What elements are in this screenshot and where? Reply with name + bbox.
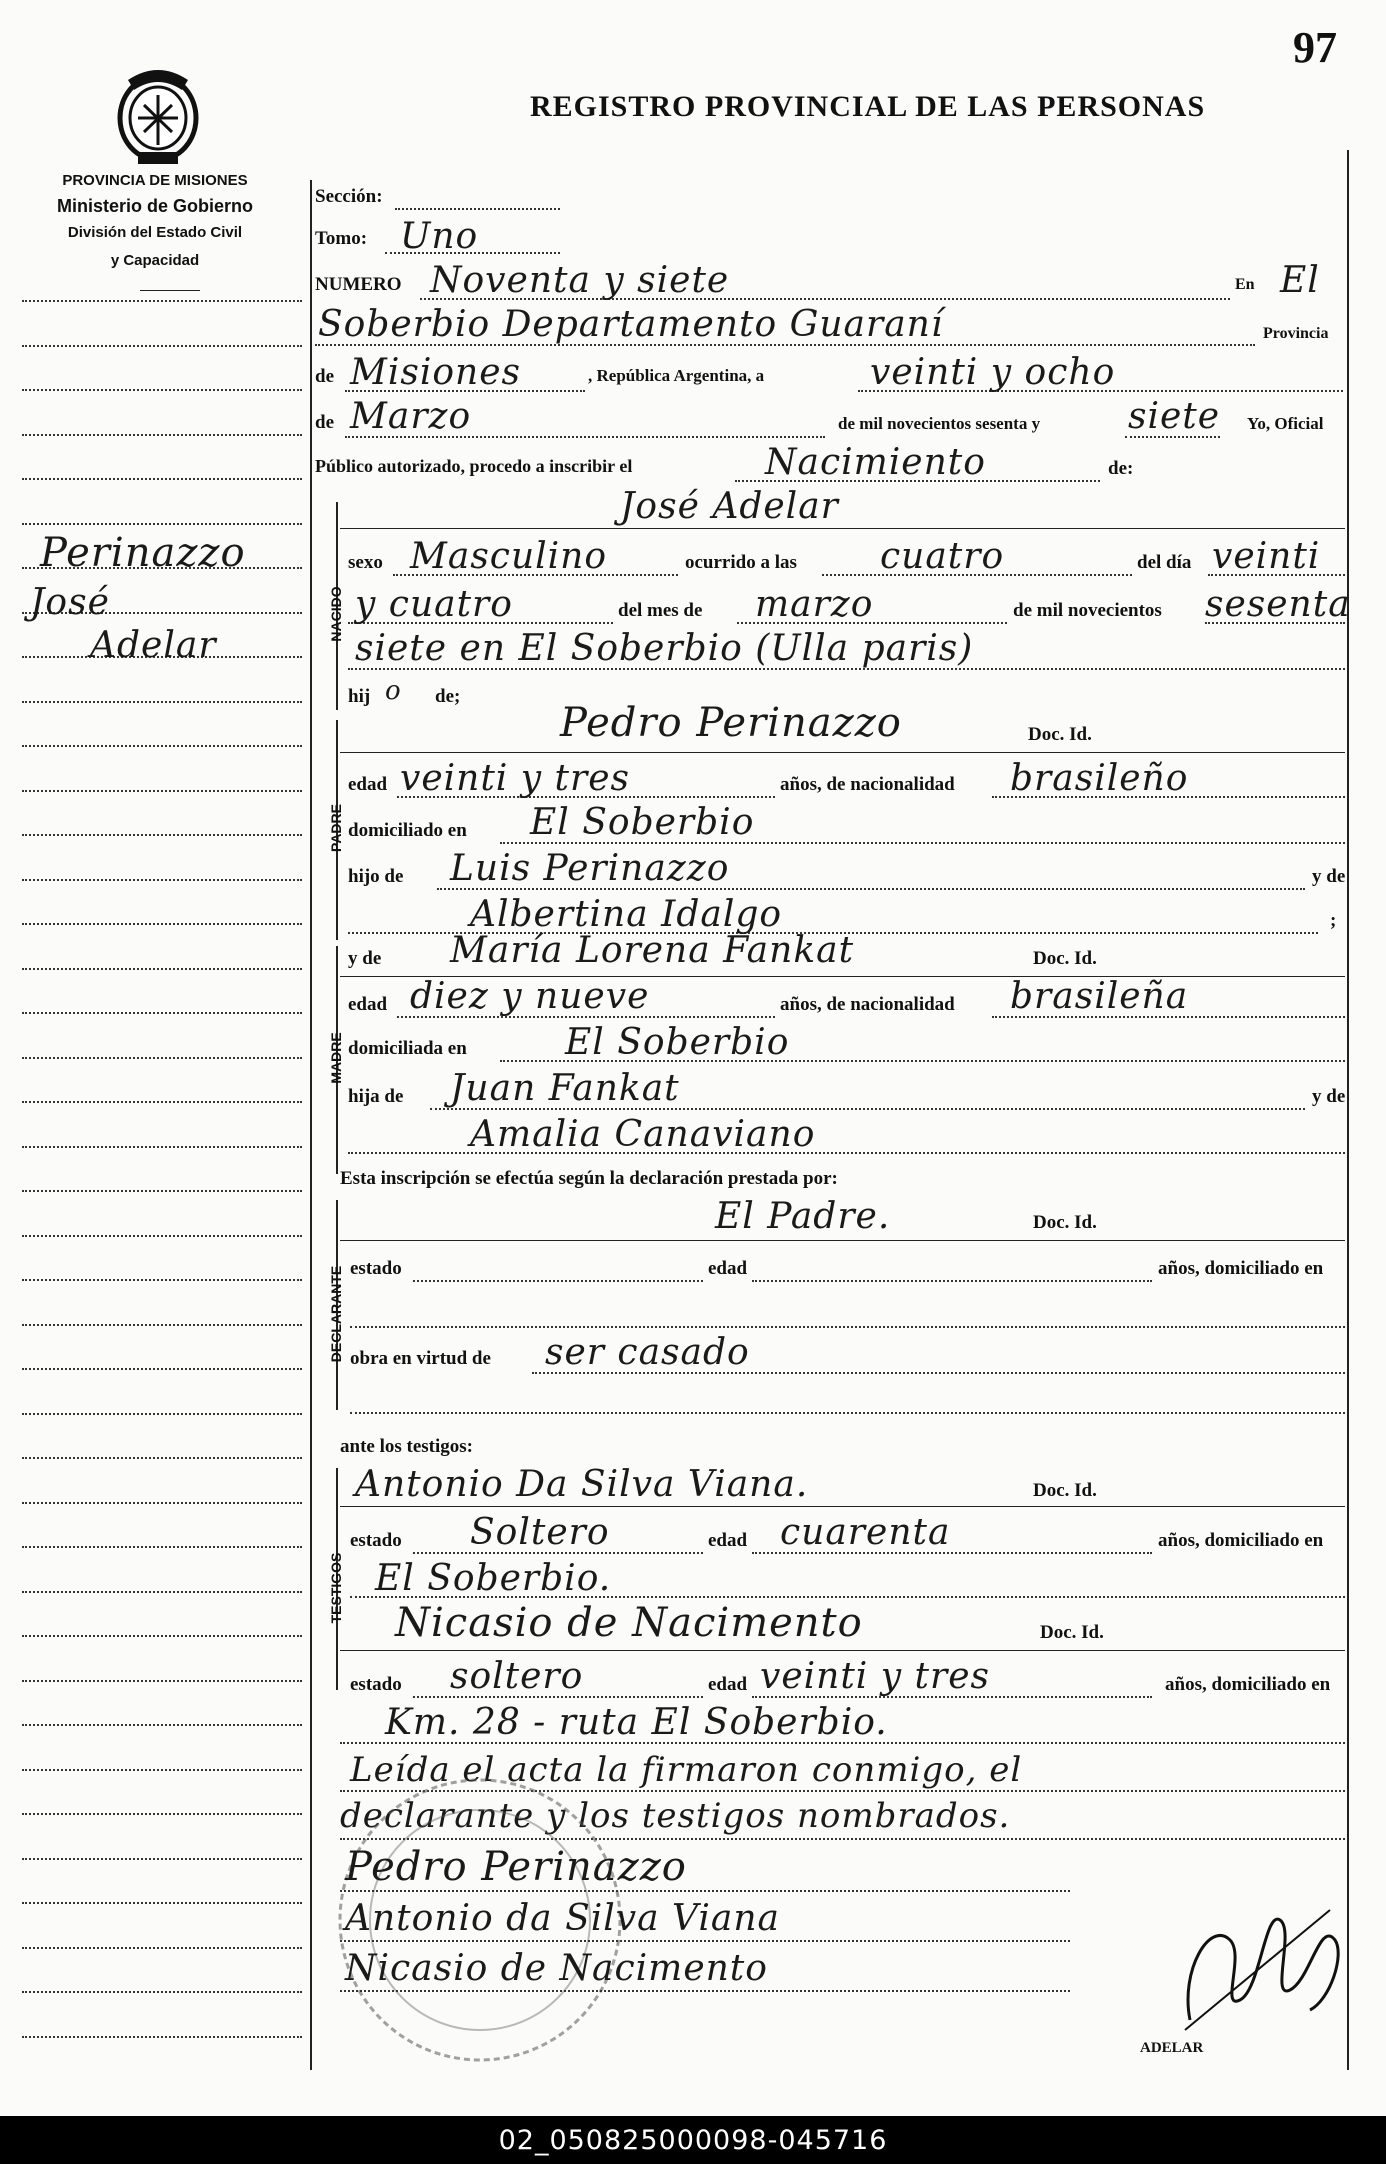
margin-rule: [22, 1680, 302, 1682]
anio-nac-value: sesenta: [1205, 584, 1351, 625]
madre-edad-value: diez y nueve: [410, 976, 650, 1017]
obra-line-2: [350, 1412, 1345, 1414]
margin-rule: [22, 1279, 302, 1281]
del-mes-label: del mes de: [618, 600, 703, 621]
anio-value: siete: [1128, 396, 1221, 437]
signature-line-2: [340, 1940, 1070, 1942]
mes-nac-value: marzo: [755, 584, 874, 625]
padre-nacionalidad-value: brasileño: [1010, 758, 1189, 799]
province-label: PROVINCIA DE MISIONES: [62, 172, 248, 189]
margin-rule: [22, 1724, 302, 1726]
signature-line-1: [340, 1890, 1070, 1892]
madre-padre-value: Juan Fankat: [450, 1068, 680, 1109]
declaracion-label: Esta inscripción se efectúa según la declaración prestada por:: [340, 1168, 838, 1189]
margin-rule: [22, 1368, 302, 1370]
madre-madre-value: Amalia Canaviano: [470, 1114, 816, 1155]
fecha-dia-value: veinti y ocho: [870, 352, 1116, 393]
signature-line-3: [340, 1990, 1070, 1992]
testigo1-nombre-value: Antonio Da Silva Viana.: [355, 1464, 809, 1505]
de-label-2: de: [315, 412, 334, 433]
testigo2-estado-value: soltero: [450, 1656, 584, 1697]
del-dia-label: del día: [1137, 552, 1192, 573]
madre-hija-label: hija de: [348, 1086, 404, 1107]
margin-rule: [22, 968, 302, 970]
margin-rule: [22, 1101, 302, 1103]
mil-novecientos-label: de mil novecientos sesenta y: [838, 414, 1041, 433]
padre-nombre-value: Pedro Perinazzo: [560, 700, 902, 746]
margin-note-first-name: José: [30, 582, 110, 623]
obra-value: ser casado: [545, 1332, 750, 1373]
testigo1-domicilio-value: El Soberbio.: [375, 1558, 612, 1599]
margin-rule: [22, 1324, 302, 1326]
seccion-label: Sección:: [315, 186, 383, 207]
testigo1-domicilio-label: años, domiciliado en: [1158, 1530, 1324, 1551]
testigos-label: ante los testigos:: [340, 1436, 473, 1457]
testigo2-domicilio-label: años, domiciliado en: [1165, 1674, 1331, 1695]
testigo2-line: [340, 1650, 1345, 1651]
padre-domicilio-value: El Soberbio: [530, 802, 755, 843]
tomo-value: Uno: [400, 216, 479, 257]
padre-domicilio-label: domiciliado en: [348, 820, 467, 841]
official-name-stamp: ADELAR: [1140, 2040, 1204, 2056]
nombre-value: José Adelar: [620, 486, 839, 527]
margin-rule: [22, 1546, 302, 1548]
official-signature-flourish: [1170, 1880, 1350, 2050]
margin-rule: [22, 434, 302, 436]
testigo1-edad-label: edad: [708, 1530, 748, 1551]
testigo2-edad-label: edad: [708, 1674, 748, 1695]
margin-rule: [22, 478, 302, 480]
padre-madre-value: Albertina Idalgo: [470, 894, 783, 935]
margin-rule: [22, 1902, 302, 1904]
sexo-value: Masculino: [410, 536, 608, 577]
padre-padre-value: Luis Perinazzo: [450, 848, 730, 889]
seccion-line: [395, 208, 560, 210]
signature-nicasio: Nicasio de Nacimento: [345, 1948, 768, 1989]
page-number: 97: [1293, 23, 1337, 72]
margin-rule: [22, 1858, 302, 1860]
signature-antonio: Antonio da Silva Viana: [345, 1898, 781, 1939]
madre-doc-label: Doc. Id.: [1033, 948, 1097, 969]
de-colon-label: de:: [1108, 458, 1134, 479]
de-label-1: de: [315, 366, 334, 387]
margin-rule: [22, 1235, 302, 1237]
madre-nacionalidad-label: años, de nacionalidad: [780, 994, 955, 1015]
margin-rule: [22, 1769, 302, 1771]
declarante-edad-line: [752, 1280, 1152, 1282]
en-label: En: [1235, 276, 1255, 293]
lugar-value: Soberbio Departamento Guaraní: [318, 304, 944, 345]
acto-value: Nacimiento: [765, 442, 986, 483]
header-divider: [140, 290, 200, 291]
nacido-side-label: NACIDO: [328, 586, 344, 642]
margin-rule: [22, 879, 302, 881]
margin-rule: [22, 701, 302, 703]
margin-rule: [22, 1146, 302, 1148]
column-separator: [310, 180, 312, 2070]
cierre-text-2: declarante y los testigos nombrados.: [340, 1796, 1011, 1836]
mes-value: Marzo: [350, 396, 472, 437]
margin-rule: [22, 834, 302, 836]
testigo1-edad-value: cuarenta: [780, 1512, 951, 1553]
padre-semicolon: ;: [1330, 910, 1337, 931]
lugar-nac-value: siete en El Soberbio (Ulla paris): [355, 628, 974, 669]
testigos-side-label: TESTIGOS: [328, 1552, 344, 1624]
padre-edad-value: veinti y tres: [400, 758, 631, 799]
capacity-label: y Capacidad: [110, 252, 200, 269]
declarante-domicilio-label: años, domiciliado en: [1158, 1258, 1324, 1279]
margin-rule: [22, 790, 302, 792]
testigo1-estado-label: estado: [350, 1530, 402, 1551]
de-semicolon-label: de;: [435, 686, 461, 707]
margin-rule: [22, 1457, 302, 1459]
testigo1-estado-value: Soltero: [470, 1512, 610, 1553]
padre-nombre-line: [340, 752, 1345, 753]
margin-rule: [22, 1947, 302, 1949]
madre-edad-label: edad: [348, 994, 388, 1015]
padre-edad-label: edad: [348, 774, 388, 795]
madre-domicilio-value: El Soberbio: [565, 1022, 790, 1063]
declarante-domicilio-line: [350, 1326, 1345, 1328]
ministry-label: Ministerio de Gobierno: [56, 196, 253, 216]
margin-rule: [22, 1591, 302, 1593]
sexo-label: sexo: [348, 552, 383, 573]
margin-rule: [22, 1012, 302, 1014]
padre-hijo-label: hijo de: [348, 866, 404, 887]
numero-value: Noventa y siete: [430, 260, 730, 301]
margin-rule: [22, 2036, 302, 2038]
margin-rule: [22, 300, 302, 302]
en-value: El: [1280, 260, 1320, 301]
margin-rule: [22, 1635, 302, 1637]
testigo2-edad-value: veinti y tres: [760, 1656, 991, 1697]
numero-label: NUMERO: [315, 274, 402, 295]
madre-nombre-value: María Lorena Fankat: [450, 930, 855, 971]
tomo-label: Tomo:: [315, 228, 368, 249]
madre-nacionalidad-value: brasileña: [1010, 976, 1189, 1017]
ocurrido-label: ocurrido a las: [685, 552, 797, 573]
margin-rule: [22, 389, 302, 391]
cierre-text-1: Leída el acta la firmaron conmigo, el: [350, 1750, 1023, 1790]
provincia-value: Misiones: [350, 352, 522, 393]
yo-oficial-label: Yo, Oficial: [1247, 414, 1324, 433]
nombre-line: [340, 528, 1345, 529]
testigo2-doc-label: Doc. Id.: [1040, 1622, 1104, 1643]
document-title: REGISTRO PROVINCIAL DE LAS PERSONAS: [530, 90, 1206, 123]
margin-rule: [22, 1190, 302, 1192]
madre-y-de-2-label: y de: [1312, 1086, 1346, 1107]
division-label: División del Estado Civil: [67, 224, 243, 241]
testigo2-domicilio-value: Km. 28 - ruta El Soberbio.: [385, 1702, 888, 1743]
margin-rule: [22, 1991, 302, 1993]
margin-rule: [22, 1057, 302, 1059]
margin-rule: [22, 745, 302, 747]
declarante-value: El Padre.: [715, 1196, 891, 1237]
margin-rule: [22, 523, 302, 525]
testigo1-doc-label: Doc. Id.: [1033, 1480, 1097, 1501]
margin-rule: [22, 1813, 302, 1815]
testigo2-nombre-value: Nicasio de Nacimento: [395, 1600, 863, 1646]
padre-doc-label: Doc. Id.: [1028, 724, 1092, 745]
dia2-value: y cuatro: [355, 584, 513, 625]
padre-nacionalidad-label: años, de nacionalidad: [780, 774, 955, 795]
margin-note-surname: Perinazzo: [40, 530, 246, 576]
margin-note-second-name: Adelar: [90, 625, 217, 666]
padre-side-label: PADRE: [328, 804, 344, 852]
obra-label: obra en virtud de: [350, 1348, 491, 1369]
declarante-line: [340, 1240, 1345, 1241]
republica-label: , República Argentina, a: [588, 366, 765, 385]
dia-value: veinti: [1212, 536, 1321, 577]
signature-pedro: Pedro Perinazzo: [345, 1844, 687, 1890]
provincia-label: Provincia: [1263, 325, 1329, 342]
margin-rule: [22, 345, 302, 347]
coat-of-arms-emblem: [108, 60, 208, 168]
declarante-estado-line: [413, 1280, 703, 1282]
declarante-estado-label: estado: [350, 1258, 402, 1279]
right-border: [1347, 150, 1349, 2070]
margin-rule: [22, 923, 302, 925]
testigo1-line: [340, 1506, 1345, 1507]
mil-novecientos2-label: de mil novecientos: [1013, 600, 1162, 621]
publico-label: Público autorizado, procedo a inscribir el: [315, 456, 633, 476]
madre-y-de-label: y de: [348, 948, 382, 969]
hij-label: hij: [348, 686, 371, 707]
document-id-footer: 02_050825000098-045716: [0, 2116, 1386, 2164]
declarante-side-label: DECLARANTE: [328, 1265, 344, 1363]
margin-rule: [22, 1413, 302, 1415]
declarante-edad-label: edad: [708, 1258, 748, 1279]
testigo2-estado-label: estado: [350, 1674, 402, 1695]
madre-domicilio-label: domiciliada en: [348, 1038, 467, 1059]
hij-suffix-value: o: [385, 676, 402, 706]
padre-y-de-label: y de: [1312, 866, 1346, 887]
hora-value: cuatro: [880, 536, 1005, 577]
madre-side-label: MADRE: [328, 1032, 344, 1084]
declarante-doc-label: Doc. Id.: [1033, 1212, 1097, 1233]
margin-rule: [22, 1502, 302, 1504]
